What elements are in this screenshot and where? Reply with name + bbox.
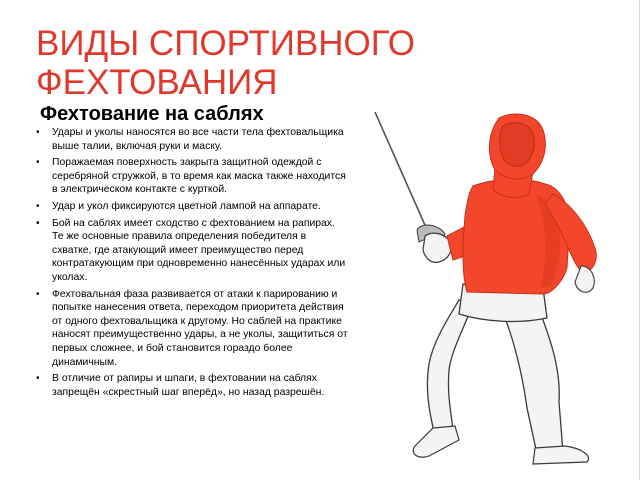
mask-mesh	[500, 123, 535, 167]
list-item	[36, 217, 348, 285]
bullet-marker: •	[36, 217, 40, 229]
bullet-list-container	[36, 126, 348, 402]
bullet-marker: •	[36, 288, 40, 300]
bullet-text: Поражаемая поверхность закрыта защитной одеждой с серебряной стружкой, в то время как маска также находится в электрическом контакте с курткой.	[52, 157, 346, 196]
bullet-marker: •	[36, 127, 40, 138]
list-item	[36, 372, 348, 399]
bullet-text: Удар и укол фиксируются цветной лампой на аппарате.	[52, 200, 321, 212]
bullet-text: В отличие от рапиры и шпаги, в фехтовании на саблях запрещён «скрестный шаг вперёд», но назад разрешён.	[52, 373, 325, 398]
slide-title: ВИДЫ СПОРТИВНОГО ФЕХТОВАНИЯ	[36, 24, 415, 102]
list-item	[36, 156, 348, 197]
list-item	[36, 200, 348, 214]
sabre-fencer-illustration	[355, 108, 625, 480]
bullet-text: Фехтовальная фаза развивается от атаки к парированию и попытке нанесения ответа, переходом приоритета действия от одного фехтовальщика к другому. Но саблей на практике наносят преимущественно удары, а не уколы, защититься от первых сложнее, и бой становится гораздо более динамичным.	[52, 288, 348, 368]
list-item	[36, 288, 348, 370]
bullet-text: Удары и уколы наносятся во все части тела фехтовальщика выше талии, включая руки и маску.	[52, 127, 344, 152]
bullet-marker: •	[36, 157, 40, 169]
front-shoe	[413, 426, 459, 457]
bullet-list	[36, 126, 348, 399]
list-item	[36, 126, 348, 153]
back-hand	[575, 266, 594, 292]
bullet-text: Бой на саблях имеет сходство с фехтованием на рапирах. Те же основные правила определения победителя в схватке, где атакующий имеет преимущество перед контратакующим при одновременно нанесённых ударах или уколах.	[52, 217, 346, 283]
front-leg	[427, 300, 473, 436]
back-leg	[505, 304, 563, 454]
bullet-marker: •	[36, 200, 40, 212]
back-shoe	[533, 446, 589, 464]
slide-subtitle: Фехтование на саблях	[40, 103, 264, 125]
bullet-marker: •	[36, 373, 40, 385]
sabre-blade	[375, 112, 428, 232]
